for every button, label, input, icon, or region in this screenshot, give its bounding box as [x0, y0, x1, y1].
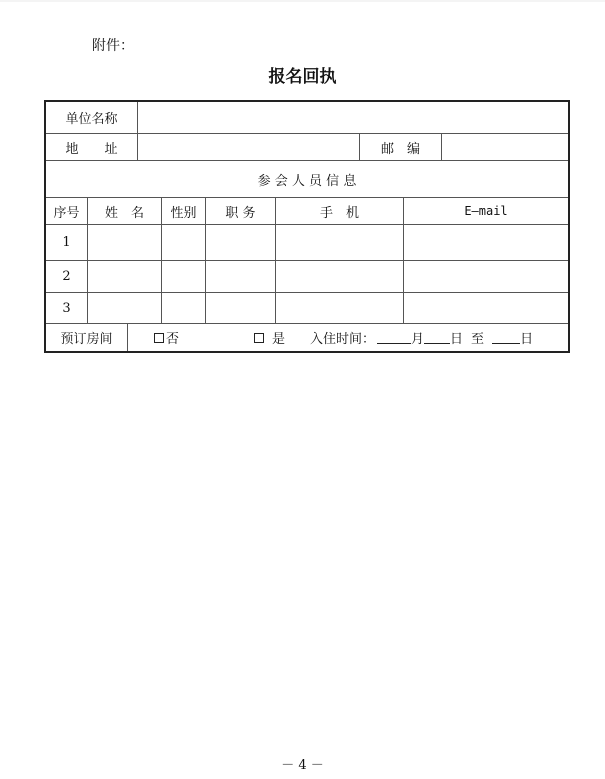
room-booking-options: [128, 324, 568, 351]
option-no-label: 否: [166, 332, 180, 347]
row-number: 1: [46, 225, 88, 261]
header-no: 序号: [46, 198, 88, 225]
email-cell[interactable]: [404, 225, 568, 261]
postcode-label: 邮 编: [360, 134, 442, 161]
name-cell[interactable]: [88, 293, 162, 324]
checkin-time: [310, 324, 533, 351]
unit-name-label: 单位名称: [46, 102, 138, 134]
attendee-section-title: 参 会 人 员 信 息: [46, 161, 568, 198]
option-no[interactable]: [154, 324, 179, 351]
postcode-field[interactable]: [442, 134, 568, 161]
to-label: 至: [471, 332, 485, 347]
name-cell[interactable]: [88, 225, 162, 261]
checkout-day-blank[interactable]: [492, 331, 520, 344]
checkin-label: 入住时间：: [310, 332, 376, 347]
unit-name-field[interactable]: [138, 102, 568, 134]
email-cell[interactable]: [404, 261, 568, 293]
mobile-cell[interactable]: [276, 293, 404, 324]
page-title: 报名回执: [268, 67, 337, 87]
position-cell[interactable]: [206, 293, 276, 324]
email-cell[interactable]: [404, 293, 568, 324]
position-cell[interactable]: [206, 225, 276, 261]
end-day-unit: 日: [520, 332, 534, 347]
position-cell[interactable]: [206, 261, 276, 293]
header-name: 姓 名: [88, 198, 162, 225]
gender-cell[interactable]: [162, 293, 206, 324]
option-yes[interactable]: [254, 324, 285, 351]
header-email: E—mail: [404, 198, 568, 225]
address-field[interactable]: [138, 134, 360, 161]
name-cell[interactable]: [88, 261, 162, 293]
page-number: － 4 －: [281, 758, 324, 773]
header-position: 职 务: [206, 198, 276, 225]
document-page: [0, 2, 605, 779]
gender-cell[interactable]: [162, 225, 206, 261]
checkin-day-blank[interactable]: [424, 331, 450, 344]
checkin-month-blank[interactable]: [377, 331, 411, 344]
row-number: 2: [46, 261, 88, 293]
checkbox-no-icon[interactable]: [154, 333, 164, 343]
month-unit: 月: [411, 332, 425, 347]
mobile-cell[interactable]: [276, 225, 404, 261]
room-booking-label: 预订房间: [46, 324, 128, 351]
checkbox-yes-icon[interactable]: [254, 333, 264, 343]
header-mobile: 手 机: [276, 198, 404, 225]
mobile-cell[interactable]: [276, 261, 404, 293]
header-gender: 性别: [162, 198, 206, 225]
option-yes-label: 是: [272, 332, 286, 347]
registration-form: [44, 100, 570, 353]
gender-cell[interactable]: [162, 261, 206, 293]
day-unit: 日: [450, 332, 464, 347]
attachment-label: 附件：: [92, 38, 134, 54]
address-label: 地 址: [46, 134, 138, 161]
row-number: 3: [46, 293, 88, 324]
